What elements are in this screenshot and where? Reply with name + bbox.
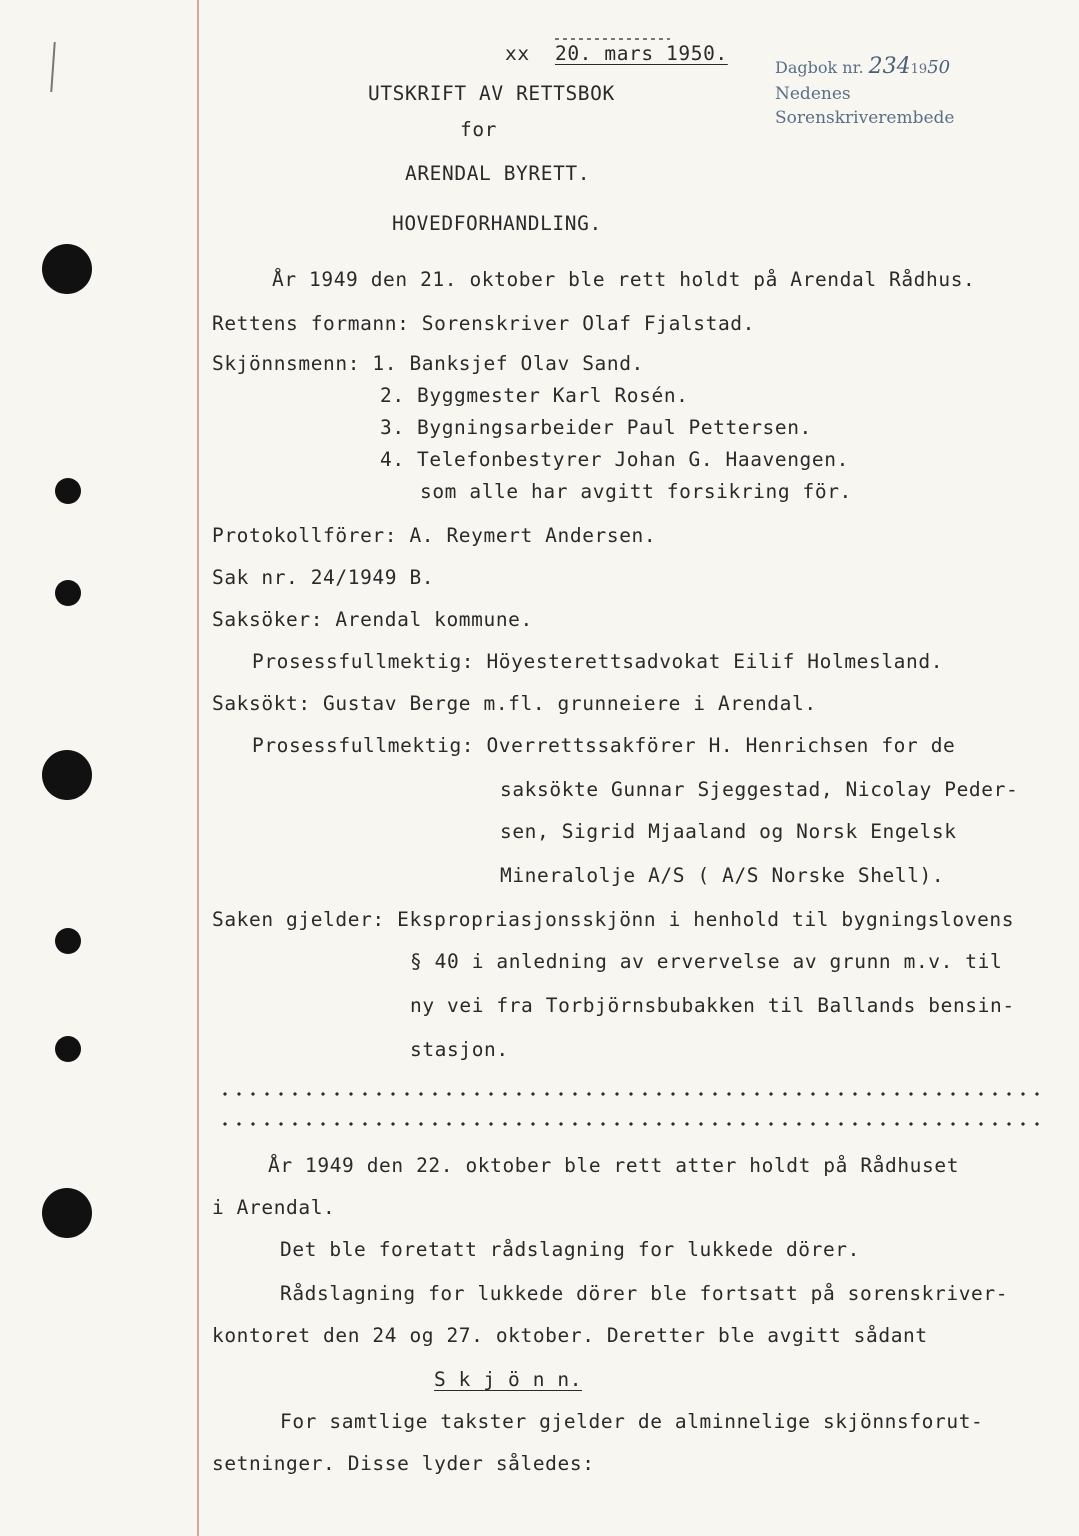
stamp-year-suffix: 50 [927, 57, 951, 78]
body-line: i Arendal. [212, 1196, 336, 1219]
body-line: År 1949 den 21. oktober ble rett holdt på Arendal Rådhus. [272, 268, 976, 291]
body-line: Det ble foretatt rådslagning for lukkede dörer. [280, 1238, 860, 1261]
body-line: 3. Bygningsarbeider Paul Pettersen. [380, 416, 812, 439]
section-heading: HOVEDFORHANDLING. [392, 212, 602, 235]
body-line: stasjon. [410, 1038, 509, 1061]
body-line: Rettens formann: Sorenskriver Olaf Fjalstad. [212, 312, 755, 335]
body-line: Saken gjelder: Ekspropriasjonsskjönn i henhold til bygningslovens [212, 908, 1015, 931]
registry-stamp [775, 55, 1035, 130]
pencil-mark [50, 42, 55, 92]
body-line: Mineralolje A/S ( A/S Norske Shell). [500, 864, 945, 887]
binder-hole-icon [55, 928, 81, 954]
body-line: saksökte Gunnar Sjeggestad, Nicolay Peder- [500, 778, 1019, 801]
body-line: ny vei fra Torbjörnsbubakken til Ballands bensin- [410, 994, 1015, 1017]
dotted-separator [218, 1122, 1048, 1126]
body-line: År 1949 den 22. oktober ble rett atter holdt på Rådhuset [268, 1154, 960, 1177]
body-line: Sak nr. 24/1949 B. [212, 566, 435, 589]
stamp-row-1 [775, 55, 1035, 82]
binder-hole-icon [42, 750, 92, 800]
header-date: 20. mars 1950. [555, 42, 728, 65]
dotted-separator [218, 1092, 1048, 1096]
body-line: 2. Byggmester Karl Rosén. [380, 384, 689, 407]
body-line: Skjönnsmenn: 1. Banksjef Olav Sand. [212, 352, 644, 375]
stamp-number: 234 [868, 54, 911, 79]
stamp-year-prefix: 19 [910, 62, 928, 77]
body-line: sen, Sigrid Mjaaland og Norsk Engelsk [500, 820, 957, 843]
body-line: Protokollförer: A. Reymert Andersen. [212, 524, 657, 547]
binder-hole-icon [55, 580, 81, 606]
body-line: Prosessfullmektig: Höyesterettsadvokat Eilif Holmesland. [252, 650, 944, 673]
body-line: For samtlige takster gjelder de alminnelige skjönnsforut- [280, 1410, 984, 1433]
title-for: for [460, 118, 498, 141]
date-dashes [555, 38, 670, 40]
skjonn-heading: S k j ö n n. [434, 1368, 583, 1391]
body-line: kontoret den 24 og 27. oktober. Deretter ble avgitt sådant [212, 1324, 928, 1347]
stamp-label: Dagbok nr. [775, 58, 864, 77]
body-line: Saksöker: Arendal kommune. [212, 608, 533, 631]
binder-hole-icon [42, 1188, 92, 1238]
body-line: setninger. Disse lyder således: [212, 1452, 595, 1475]
court-name: ARENDAL BYRETT. [405, 162, 591, 185]
binder-hole-icon [42, 244, 92, 294]
header-prefix: xx [505, 42, 530, 65]
body-line: Saksökt: Gustav Berge m.fl. grunneiere i Arendal. [212, 692, 817, 715]
stamp-office: Nedenes Sorenskriverembede [775, 84, 955, 128]
body-line: 4. Telefonbestyrer Johan G. Haavengen. [380, 448, 849, 471]
body-line: § 40 i anledning av ervervelse av grunn m.v. til [410, 950, 1003, 973]
binder-hole-icon [55, 1036, 81, 1062]
body-line: som alle har avgitt forsikring för. [420, 480, 852, 503]
page-margin-line [197, 0, 199, 1536]
binder-hole-icon [55, 478, 81, 504]
body-line: Prosessfullmektig: Overrettssakförer H. Henrichsen for de [252, 734, 956, 757]
body-line: Rådslagning for lukkede dörer ble fortsatt på sorenskriver- [280, 1282, 1009, 1305]
document-title: UTSKRIFT AV RETTSBOK [368, 82, 615, 105]
